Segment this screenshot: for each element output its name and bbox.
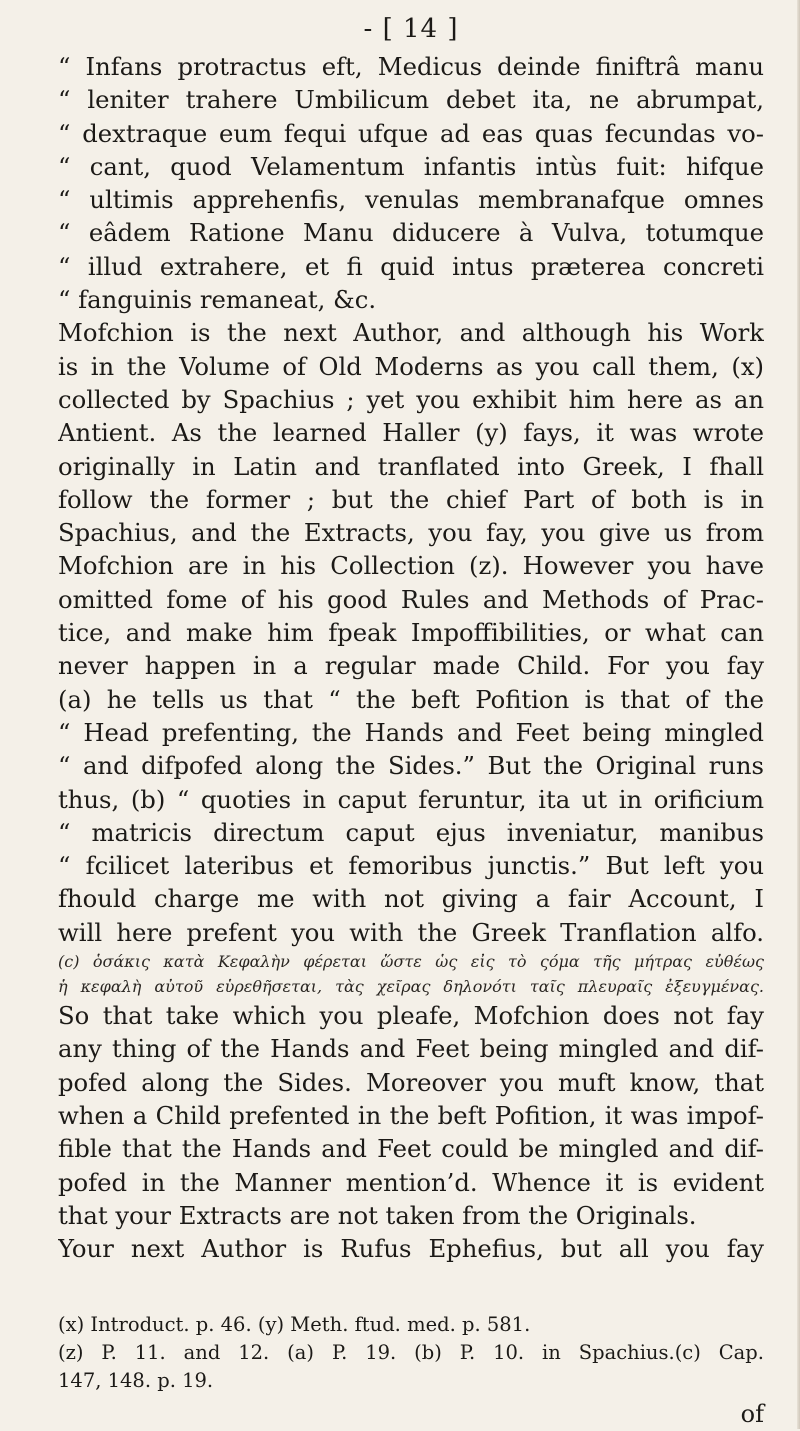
text-line: “ dextraque eum fequi ufque ad eas quas fecundas vo- xyxy=(58,118,764,148)
text-line: when a Child prefented in the beft Pofition, it was impof- xyxy=(58,1100,764,1130)
text-line: “ Infans protractus eft, Medicus deinde finiftrâ manu xyxy=(58,52,764,81)
main-text xyxy=(58,50,764,1265)
text-line: Mofchion is the next Author, and although his Work xyxy=(58,318,764,348)
text-line: pofed in the Manner mention’d. Whence it is evident xyxy=(58,1167,764,1197)
text-line: any thing of the Hands and Feet being mingled and dif- xyxy=(58,1034,764,1064)
text-line: is in the Volume of Old Moderns as you call them, (x) xyxy=(58,351,764,381)
text-line: “ and difpofed along the Sides.” But the Original runs xyxy=(58,751,764,781)
text-line: “ cant, quod Velamentum infantis intùs fuit: hifque xyxy=(58,151,764,181)
greek-line: ἡ κεφαλὴ αὐτοῦ εὑρεθῆσεται, τὰς χεῖρας δηλονότι ταῖς πλευραῖς ἐξευγμένας. xyxy=(58,977,764,997)
text-line: “ fanguinis remaneat, &c. xyxy=(58,285,377,315)
text-line: “ illud extrahere, et fi quid intus præterea concreti xyxy=(58,251,764,281)
greek-line: (c) ὁσάκις κατὰ Κεφαλὴν φέρεται ὥστε ὡς εἰς τὸ ςόμα τῆς μήτρας εὐθέως xyxy=(58,952,764,972)
text-line: follow the former ; but the chief Part of both is in xyxy=(58,484,764,514)
text-line: never happen in a regular made Child. For you fay xyxy=(58,651,764,681)
text-line: “ leniter trahere Umbilicum debet ita, ne abrumpat, xyxy=(58,85,764,115)
text-line: Your next Author is Rufus Ephefius, but all you fay xyxy=(58,1234,764,1264)
footnotes xyxy=(58,1311,764,1395)
page-header: - [ 14 ] xyxy=(363,14,459,44)
text-line: “ eâdem Ratione Manu diducere à Vulva, totumque xyxy=(58,218,764,248)
text-line: originally in Latin and tranflated into Greek, I fhall xyxy=(58,451,764,481)
catchword: of xyxy=(740,1400,764,1429)
footnote-line: (x) Introduct. p. 46. (y) Meth. ftud. med. p. 581. xyxy=(58,1313,531,1337)
text-line: Antient. As the learned Haller (y) fays, it was wrote xyxy=(58,418,764,448)
footnote-line: 147, 148. p. 19. xyxy=(58,1369,214,1393)
text-line: will here prefent you with the Greek Tranflation alfo. xyxy=(58,917,764,947)
text-line: thus, (b) “ quoties in caput feruntur, ita ut in orificium xyxy=(58,784,764,814)
text-line: tice, and make him fpeak Impoffibilities, or what can xyxy=(58,618,764,648)
text-line: pofed along the Sides. Moreover you muft know, that xyxy=(58,1067,764,1097)
footnote-line: (z) P. 11. and 12. (a) P. 19. (b) P. 10. in Spachius.(c) Cap. xyxy=(58,1341,764,1365)
text-line: fhould charge me with not giving a fair Account, I xyxy=(58,884,764,914)
text-line: Spachius, and the Extracts, you fay, you give us from xyxy=(58,518,764,548)
text-line: collected by Spachius ; yet you exhibit him here as an xyxy=(58,384,764,414)
text-line: “ fcilicet lateribus et femoribus junctis.” But left you xyxy=(58,851,764,881)
text-line: (a) he tells us that “ the beft Pofition is that of the xyxy=(58,684,764,714)
text-line: “ ultimis apprehenfis, venulas membranafque omnes xyxy=(58,185,764,215)
text-line: So that take which you pleafe, Mofchion does not fay xyxy=(58,1001,764,1031)
text-line: that your Extracts are not taken from the Originals. xyxy=(58,1200,697,1230)
text-line: omitted fome of his good Rules and Methods of Prac- xyxy=(58,584,764,614)
text-line: “ matricis directum caput ejus inveniatur, manibus xyxy=(58,817,764,847)
text-line: “ Head prefenting, the Hands and Feet being mingled xyxy=(58,717,764,747)
text-line: fible that the Hands and Feet could be mingled and dif- xyxy=(58,1134,764,1164)
text-line: Mofchion are in his Collection (z). However you have xyxy=(58,551,764,581)
